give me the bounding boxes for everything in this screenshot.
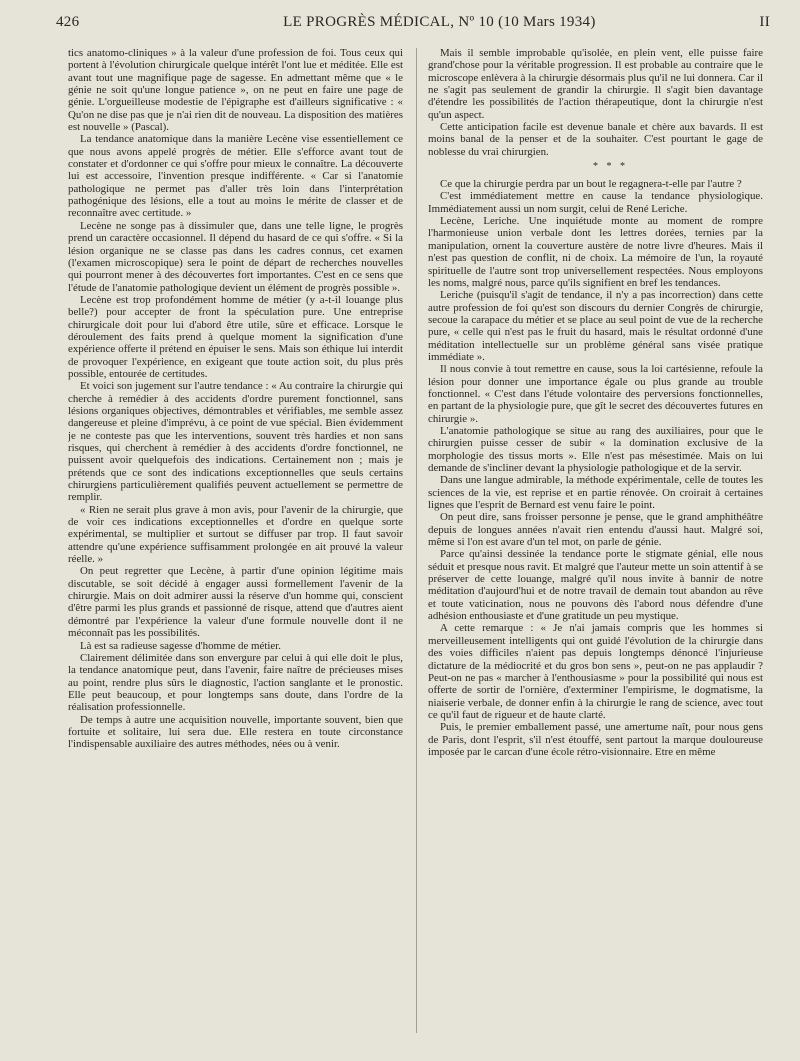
paragraph: On peut dire, sans froisser personne je pense, que le grand amphithéâtre depuis de longues années n'avait rien entendu d'aussi haut. Malgré soi, même si l'on est avare d'un tel mot, on parle de génie. [428, 511, 763, 549]
paragraph: Lecène ne songe pas à dissimuler que, dans une telle ligne, le progrès prend un caractère occasionnel. Il dépend du hasard de ce qui s'offre. « Si la lésion organique ne se classe pas dans les cadres connus, cet examen (l'examen microscopique) sera le point de départ de recherches nouvelles qui pourront mener à des découvertes fort importantes. C'est en ce sens que l'étude de l'anatomie pathologique devient un élément de progrès possible ». [68, 219, 403, 294]
paragraph: On peut regretter que Lecène, à partir d'une opinion légitime mais discutable, se soit décidé à engager aussi formellement l'avenir de la chirurgie. Mais on doit admirer aussi la réserve d'un homme qui, conscient d'être parmi les plus grands et passionné de risque, attend que d'autres aient démontré par l'expérience la valeur d'une formule nouvelle dont il ne méconnaît pas les possibilités. [68, 565, 403, 640]
paragraph: Dans une langue admirable, la méthode expérimentale, celle de toutes les sciences de la vie, est reprise et en partie rénovée. On croirait à certaines lignes que l'esprit de Bernard est venu faire le point. [428, 474, 763, 512]
paragraph: Lecène, Leriche. Une inquiétude monte au moment de rompre l'harmonieuse union verbale dont les lettres dorées, ternies par la manipulation, ornent la couverture austère de notre livre d'heures. Mais il n'est pas question de conflit, ni de choix. La mémoire de l'un, la royauté spirituelle de l'autre sont trop universellement respectées. Nous employons les noms, malgré nous, parce qu'ils signifient en bref les tendances. [428, 215, 763, 289]
paragraph: tics anatomo-cliniques » à la valeur d'une profession de foi. Tous ceux qui portent à l'évolution chirurgicale quelque intérêt l'ont lue et méditée. Elle est avant tout une magnifique page de sagesse. En admettant même que « le génie ne soit qu'une longue patience », on ne peut en faire une page de génie. L'orgueilleuse modestie de l'épigraphe est d'ailleurs significative : « Qu'on ne dise pas que je n'ai rien dit de nouveau. La disposition des matières est nouvelle » (Pascal). [68, 47, 403, 134]
paragraph: Mais il semble improbable qu'isolée, en plein vent, elle puisse faire grand'chose pour la véritable progression. Il est probable au contraire que le microscope enlèvera à la chirurgie désormais plus qu'il ne lui donnera. Car il ne s'agit pas seulement de grandir la chirurgie. Il s'agit bien davantage d'étendre les possibilités de l'action thérapeutique, dont la chirurgie n'est qu'un aspect. [428, 47, 763, 121]
paragraph: Cette anticipation facile est devenue banale et chère aux bavards. Il est moins banal de la penser et de la souhaiter. C'est pourtant le gage de noblesse du vrai chirurgien. [428, 121, 763, 158]
paragraph: Puis, le premier emballement passé, une amertume naît, pour nous gens de Paris, dont l'esprit, s'il n'est étouffé, sent partout la marque douloureuse imposée par le carcan d'une école rétro-visionnaire. Etre en même [428, 721, 763, 758]
paragraph: Clairement délimitée dans son envergure par celui à qui elle doit le plus, la tendance anatomique peut, dans l'avenir, faire naître de précieuses mises au point, rendre plus sûrs le diagnostic, l'action sanglante et le pronostic. Elle peut beaucoup, et pour longtemps sans doute, dans l'ordre de la réalisation professionnelle. [68, 651, 403, 714]
paragraph: De temps à autre une acquisition nouvelle, importante souvent, bien que fortuite et solitaire, lui sera due. Elle restera en toute circonstance l'indispensable auxiliaire des autres méthodes, nées ou à venir. [68, 713, 403, 751]
paragraph: Lecène est trop profondément homme de métier (y a-t-il louange plus belle?) pour accepter de front la spéculation pure. Une entreprise chirurgicale doit pour lui d'abord être utile, sûre et efficace. Lorsque le déroulement des faits prend à quelque moment la signification d'une expérience offerte il prétend en épuiser le sens. Mais son éthique lui interdit de provoquer l'expérience, en exigeant que toute action soit, du plus près possible, entourée de certitudes. [68, 293, 403, 380]
corner-mark: II [759, 14, 770, 30]
paragraph: Là est sa radieuse sagesse d'homme de métier. [80, 639, 281, 652]
right-column [428, 47, 763, 1037]
paragraph: C'est immédiatement mettre en cause la tendance physiologique. Immédiatement aussi un nom surgit, celui de René Leriche. [428, 190, 763, 215]
paragraph: L'anatomie pathologique se situe au rang des auxiliaires, pour que le chirurgien puisse cesser de subir « la domination exclusive de la morphologie des tissus morts ». Elle n'est pas mésestimée. Mais on lui demande de s'incliner devant la physiologie pathologique et de la servir. [428, 424, 763, 474]
paragraph: « Rien ne serait plus grave à mon avis, pour l'avenir de la chirurgie, que de voir ces indications exceptionnelles et d'ordre en quelque sorte expérimental, se multiplier et surtout se diffuser par trop. Il faut savoir attendre qu'une expérience suffisamment prolongée en ait prouvé la valeur réelle. » [68, 503, 403, 566]
left-column [68, 47, 403, 1037]
paragraph: Et voici son jugement sur l'autre tendance : « Au contraire la chirurgie qui cherche à remédier à des accidents d'ordre purement fonctionnel, sans lésions organiques objectives, démontrables et vérifiables, me semble assez dangereuse et pleine d'imprévu, à ce point de vue spécial. Bien évidemment je ne conteste pas que les interventions, souvent très hardies et non sans risques, qui cherchent à remédier à des accidents d'ordre fonctionnel, ne puissent avoir quelquefois des indications. Certainement non ; mais je prétends que ce sont des indications exceptionnelles que seuls certains chirurgiens particulièrement qualifiés peuvent actuellement se permettre de remplir. [68, 380, 403, 504]
running-header [56, 14, 770, 36]
paragraph: Ce que la chirurgie perdra par un bout le regagnera-t-elle par l'autre ? [440, 178, 742, 191]
section-separator: * * * [593, 161, 628, 173]
paragraph: La tendance anatomique dans la manière Lecène vise essentiellement ce que nous avons appelé progrès de métier. Elle s'efforce avant tout de constater et d'ordonner ce qui s'offre pour mieux le connaître. La découverte lui est accessoire, l'invention presque indifférente. « Car si l'anatomie pathologique ne permet pas d'aller très loin dans l'interprétation pathogénique des lésions, elle a tout au moins le mérite de classer et de reconnaître avec certitude. » [68, 133, 403, 220]
column-divider [416, 48, 417, 1033]
paragraph: Leriche (puisqu'il s'agit de tendance, il n'y a pas incorrection) dans cette autre profession de foi qu'est son discours du dernier Congrès de chirurgie, secoue la carapace du métier et se place au seul point de vue de la recherche pure, « celle qui n'est pas le fruit du hasard, mais le résultat ordonné d'une méditation intellectuelle sur un problème général sans visée pratique immédiate ». [428, 289, 763, 363]
paragraph: A cette remarque : « Je n'ai jamais compris que les hommes si merveilleusement intelligents qui ont guidé l'évolution de la chirurgie dans des voies difficiles n'aient pas depuis longtemps dénoncé l'injurieuse dictature de la médiocrité et du gros bon sens », peut-on ne pas applaudir ? Peut-on ne pas « marcher à l'enthousiasme » pour la possibilité qui nous est offerte de sortir de l'ornière, d'exterminer l'empirisme, le dogmatisme, la niaiserie verbale, de donner enfin à la chirurgie le rang de science, avec tout ce qu'il faut de rigueur et de haute clarté. [428, 622, 763, 721]
paragraph: Parce qu'ainsi dessinée la tendance porte le stigmate génial, elle nous séduit et presque nous ravit. Et malgré que l'auteur mette un soin attentif à se préserver de cette louange, malgré qu'il nous invite à bannir de notre méditation d'aujourd'hui et de notre travail de demain tout abandon au rêve et toute vaticination, nous ne pouvons dès l'abord nous défendre d'une adhésion enthousiaste et d'une gratitude un peu mystique. [428, 548, 763, 623]
page-number: 426 [56, 14, 80, 30]
paragraph: Il nous convie à tout remettre en cause, sous la loi cartésienne, refoule la lésion pour donner une importance égale ou plus grande au trouble fonctionnel. « C'est dans l'étude volontaire des perversions fonctionnelles, en partant de la physiologie pure, que gît le secret des découvertes futures en chirurgie ». [428, 363, 763, 425]
running-title: LE PROGRÈS MÉDICAL, Nº 10 (10 Mars 1934) [283, 14, 596, 30]
